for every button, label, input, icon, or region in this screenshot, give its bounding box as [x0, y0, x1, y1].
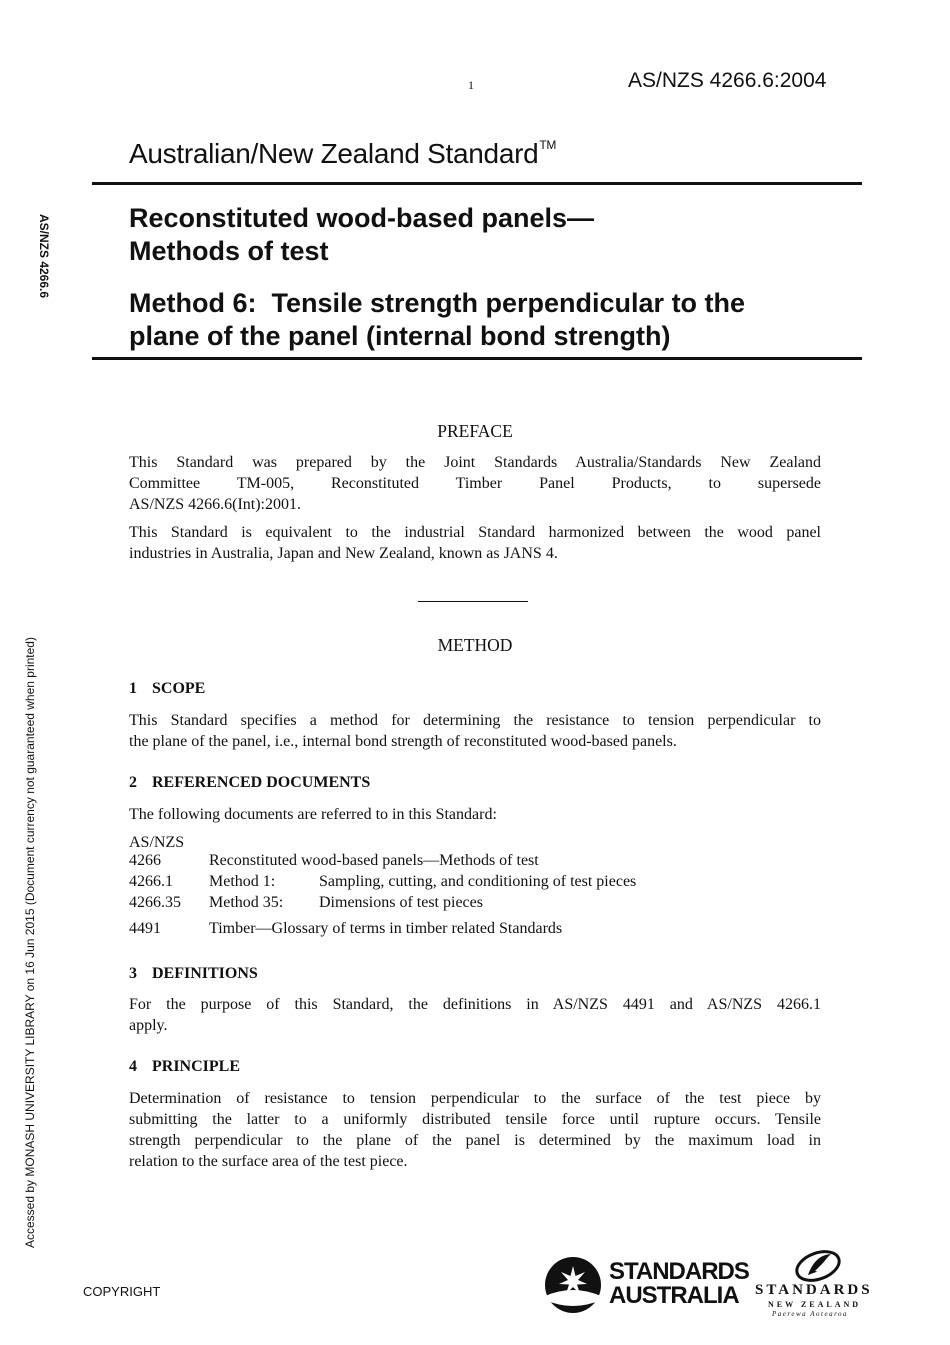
preface-paragraph-1: [129, 452, 821, 515]
method-title-line-1: Method 6: Tensile strength perpendicular to the: [129, 288, 746, 318]
access-note: Accessed by MONASH UNIVERSITY LIBRARY on 16 Jun 2015 (Document currency not guaranteed when printed): [23, 637, 37, 1248]
section-2-number: 2: [129, 774, 137, 791]
definitions-paragraph: [129, 994, 821, 1036]
standards-nz-emblem: [793, 1249, 843, 1283]
reference-part: Method 35:: [209, 894, 284, 911]
sa-wordmark-line-2: AUSTRALIA: [609, 1282, 739, 1309]
section-4-title: PRINCIPLE: [152, 1058, 241, 1075]
title-rule-top: [92, 182, 862, 185]
reference-code: 4266.1: [129, 873, 173, 890]
preface-paragraph-2: [129, 522, 821, 564]
section-3-heading: [129, 965, 258, 983]
title-rule-bottom: [92, 357, 862, 360]
document-title: [129, 202, 594, 268]
section-1-heading: [129, 680, 205, 698]
reference-title: Reconstituted wood-based panels—Methods of test: [209, 852, 539, 869]
copyright-label: COPYRIGHT: [83, 1284, 161, 1299]
section-2-title: REFERENCED DOCUMENTS: [152, 774, 371, 791]
principle-line-1: Determination of resistance to tension perpendicular to the surface of the test piece by: [129, 1090, 821, 1107]
standard-id: AS/NZS 4266.6:2004: [628, 69, 827, 92]
section-4-number: 4: [129, 1058, 137, 1075]
side-standard-id: AS/NZS 4266.6: [37, 214, 51, 299]
standards-australia-wordmark: [609, 1260, 749, 1308]
preface-p2-line-1: This Standard is equivalent to the industrial Standard harmonized between the wood panel: [129, 524, 821, 541]
nz-wordmark-line-1: STANDARDS: [755, 1282, 873, 1298]
principle-line-4: relation to the surface area of the test piece.: [129, 1153, 408, 1170]
nz-wordmark-line-2: NEW ZEALAND: [768, 1300, 862, 1309]
reference-code: 4266.35: [129, 894, 181, 911]
scope-line-1: This Standard specifies a method for determining the resistance to tension perpendicular to: [129, 712, 821, 729]
preface-p1-line-1: This Standard was prepared by the Joint Standards Australia/Standards New Zealand: [129, 454, 821, 471]
trademark-mark: TM: [539, 138, 557, 152]
principle-paragraph: [129, 1088, 821, 1172]
section-3-title: DEFINITIONS: [152, 965, 258, 982]
method-title: [129, 287, 745, 353]
preface-p1-line-3: AS/NZS 4266.6(Int):2001.: [129, 496, 301, 513]
section-4-heading: [129, 1058, 240, 1076]
title-line-1: Reconstituted wood-based panels—: [129, 203, 595, 233]
scope-paragraph: [129, 710, 821, 752]
preface-p1-line-2: Committee TM-005, Reconstituted Timber Panel Products, to supersede: [129, 475, 821, 492]
preface-heading: PREFACE: [437, 421, 513, 441]
method-heading: METHOD: [437, 635, 513, 655]
reference-code: 4491: [129, 920, 161, 937]
section-1-title: SCOPE: [152, 680, 206, 697]
reference-title: Sampling, cutting, and conditioning of test pieces: [319, 873, 637, 890]
series-title-text: Australian/New Zealand Standard: [129, 138, 539, 169]
reference-title: Timber—Glossary of terms in timber related Standards: [209, 920, 563, 937]
section-divider: [418, 601, 528, 602]
principle-line-3: strength perpendicular to the plane of the panel is determined by the maximum load in: [129, 1132, 821, 1149]
scope-line-2: the plane of the panel, i.e., internal bond strength of reconstituted wood-based panels.: [129, 733, 677, 750]
series-title: [129, 138, 556, 170]
new-zealand-logo-icon: [793, 1249, 843, 1283]
sa-wordmark-line-1: STANDARDS: [609, 1258, 749, 1285]
standards-australia-emblem: [544, 1256, 602, 1314]
page-number: 1: [468, 78, 474, 92]
title-line-2: Methods of test: [129, 236, 329, 266]
principle-line-2: submitting the latter to a uniformly distributed tensile force until rupture occurs. Tensile: [129, 1111, 821, 1128]
section-1-number: 1: [129, 680, 137, 697]
reference-title: Dimensions of test pieces: [319, 894, 483, 911]
refs-intro: The following documents are referred to in this Standard:: [129, 806, 497, 823]
australia-logo-icon: [544, 1256, 602, 1314]
section-2-heading: [129, 774, 370, 792]
preface-p2-line-2: industries in Australia, Japan and New Zealand, known as JANS 4.: [129, 545, 558, 562]
method-title-line-2: plane of the panel (internal bond strength): [129, 321, 671, 351]
reference-part: Method 1:: [209, 873, 276, 890]
section-3-number: 3: [129, 965, 137, 982]
definitions-line-2: apply.: [129, 1017, 168, 1034]
definitions-line-1: For the purpose of this Standard, the definitions in AS/NZS 4491 and AS/NZS 4266.1: [129, 996, 821, 1013]
reference-code: 4266: [129, 852, 161, 869]
nz-wordmark-line-3: Paerewa Aotearoa: [772, 1310, 849, 1318]
refs-group-label: AS/NZS: [129, 834, 185, 851]
